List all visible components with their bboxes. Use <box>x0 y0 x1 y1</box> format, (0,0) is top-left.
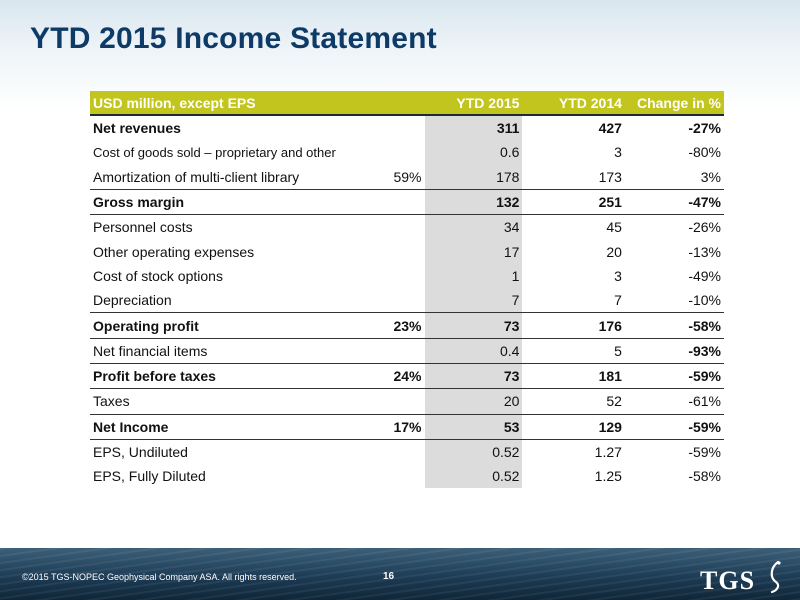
table-row-net-income <box>90 414 724 439</box>
row-change: -10% <box>688 292 721 309</box>
row-label: Taxes <box>90 389 378 414</box>
row-ytd2014: 427 <box>598 120 622 137</box>
row-pct <box>378 115 425 140</box>
row-change: -59% <box>625 439 724 464</box>
table-row-amortization <box>90 165 724 190</box>
row-pct: 17% <box>378 414 425 439</box>
row-ytd2015: 0.52 <box>425 439 523 464</box>
table-row-depreciation <box>90 288 724 313</box>
table-row-taxes <box>90 389 724 414</box>
row-label: Gross margin <box>90 189 378 214</box>
row-ytd2015: 73 <box>425 313 523 338</box>
income-statement-table <box>90 91 724 488</box>
row-label: Net financial items <box>90 338 378 363</box>
header-change: Change in % <box>625 91 724 115</box>
slide-title: YTD 2015 Income Statement <box>30 22 437 55</box>
row-ytd2015: 1 <box>425 264 523 288</box>
row-change: -49% <box>688 267 721 284</box>
row-change: -13% <box>688 243 721 260</box>
row-change: 3% <box>700 168 721 185</box>
row-change: -26% <box>625 215 724 240</box>
row-ytd2015: 0.4 <box>425 338 523 363</box>
row-ytd2015: 20 <box>425 389 523 414</box>
header-label: USD million, except EPS <box>90 91 378 115</box>
row-ytd2015: 0.6 <box>425 140 523 164</box>
row-pct <box>378 464 425 488</box>
row-ytd2015: 311 <box>425 115 523 140</box>
row-change: -27% <box>688 120 721 137</box>
copyright-text: ©2015 TGS-NOPEC Geophysical Company ASA. All rights reserved. <box>22 572 297 582</box>
row-change: -59% <box>625 414 724 439</box>
row-ytd2015: 53 <box>425 414 523 439</box>
row-label: EPS, Undiluted <box>90 439 378 464</box>
row-ytd2015: 178 <box>425 165 523 190</box>
row-ytd2014: 1.25 <box>594 468 622 485</box>
row-ytd2014: 176 <box>522 313 624 338</box>
row-change: -47% <box>625 189 724 214</box>
row-pct <box>378 288 425 313</box>
row-pct <box>378 439 425 464</box>
table-row-cogs <box>90 140 724 164</box>
row-ytd2014: 1.27 <box>522 439 624 464</box>
row-ytd2015: 73 <box>425 363 523 388</box>
row-pct <box>378 140 425 164</box>
row-label: Depreciation <box>93 292 172 309</box>
row-change: -80% <box>688 144 721 161</box>
row-ytd2014: 7 <box>614 292 622 309</box>
row-ytd2014: 129 <box>522 414 624 439</box>
table-row-eps-undiluted <box>90 439 724 464</box>
row-change: -59% <box>625 363 724 388</box>
row-pct: 59% <box>393 168 422 185</box>
row-label: Net revenues <box>93 120 181 137</box>
row-label: Profit before taxes <box>90 363 378 388</box>
row-label: Cost of stock options <box>93 267 223 284</box>
table-row-personnel-costs <box>90 215 724 240</box>
row-label: Personnel costs <box>90 215 378 240</box>
row-pct <box>378 338 425 363</box>
row-label: EPS, Fully Diluted <box>93 468 206 485</box>
header-pct <box>378 91 425 115</box>
row-pct <box>378 189 425 214</box>
row-ytd2015: 17 <box>425 239 523 263</box>
table-row-net-revenues <box>90 115 724 140</box>
row-ytd2014: 181 <box>522 363 624 388</box>
row-ytd2014: 3 <box>614 267 622 284</box>
row-ytd2015: 34 <box>425 215 523 240</box>
row-pct <box>378 239 425 263</box>
header-ytd2014: YTD 2014 <box>522 91 624 115</box>
row-ytd2015: 7 <box>425 288 523 313</box>
row-change: -61% <box>625 389 724 414</box>
table-row-net-financial-items <box>90 338 724 363</box>
row-ytd2014: 173 <box>598 168 622 185</box>
table-row-eps-fully-diluted <box>90 464 724 488</box>
table-row-operating-profit <box>90 313 724 338</box>
row-change: -93% <box>625 338 724 363</box>
row-pct <box>378 264 425 288</box>
row-pct: 24% <box>378 363 425 388</box>
table-row-other-operating-expenses <box>90 239 724 263</box>
logo-text: TGS <box>700 566 756 595</box>
table-row-profit-before-taxes <box>90 363 724 388</box>
tgs-logo-icon <box>700 558 790 596</box>
row-change: -58% <box>625 313 724 338</box>
row-ytd2015: 0.52 <box>425 464 523 488</box>
page-number: 16 <box>383 571 395 582</box>
row-ytd2015: 132 <box>425 189 523 214</box>
row-pct: 23% <box>378 313 425 338</box>
row-ytd2014: 20 <box>606 243 622 260</box>
table-header-row <box>90 91 724 115</box>
table-row-gross-margin <box>90 189 724 214</box>
row-label: Net Income <box>90 414 378 439</box>
row-label: Cost of goods sold – proprietary and other <box>93 144 336 160</box>
row-ytd2014: 5 <box>522 338 624 363</box>
logo-swoosh-icon <box>766 560 786 594</box>
row-ytd2014: 52 <box>522 389 624 414</box>
footer-bar <box>0 548 800 600</box>
row-ytd2014: 3 <box>614 144 622 161</box>
row-pct <box>378 389 425 414</box>
row-label: Amortization of multi-client library <box>93 168 300 185</box>
row-change: -58% <box>688 468 721 485</box>
row-label: Operating profit <box>90 313 378 338</box>
row-ytd2014: 45 <box>522 215 624 240</box>
row-label: Other operating expenses <box>93 243 255 260</box>
row-pct <box>378 215 425 240</box>
header-ytd2015: YTD 2015 <box>425 91 523 115</box>
row-ytd2014: 251 <box>522 189 624 214</box>
table-row-cost-of-stock-options <box>90 264 724 288</box>
